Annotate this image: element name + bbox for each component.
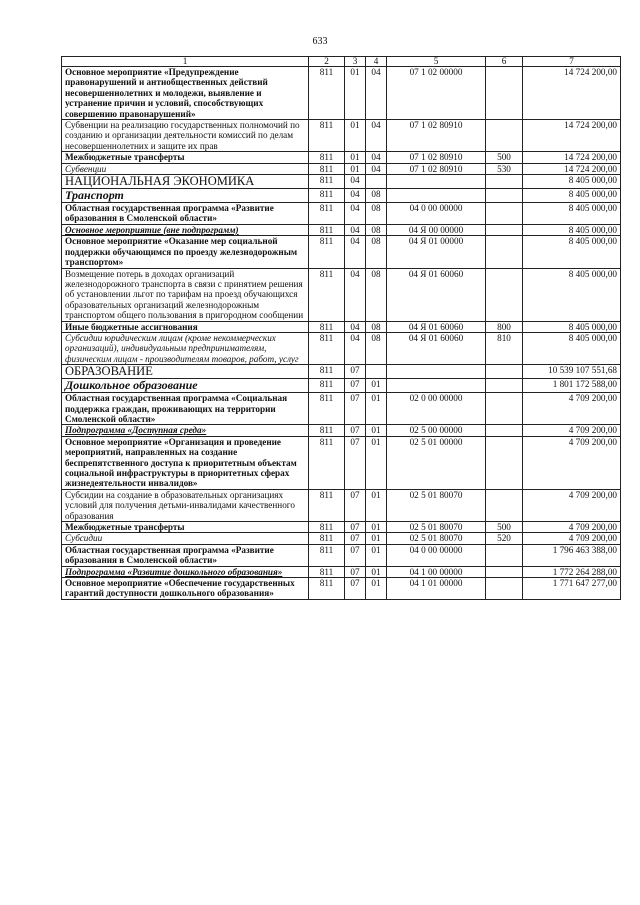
row-name: Субвенции на реализацию государственных полномочий по созданию и организации деятельности комиссий по делам несовершеннолетних и защите их прав: [62, 120, 309, 152]
row-target-article: 04 1 00 00000: [387, 566, 486, 577]
col-header-1: 1: [62, 57, 309, 67]
row-expense-type: [486, 224, 523, 235]
row-name: Основное мероприятие «Обеспечение государственных гарантий доступности дошкольного образования»: [62, 578, 309, 600]
row-amount: 8 405 000,00: [523, 203, 621, 225]
row-ministry-code: 811: [309, 152, 345, 163]
row-amount: 4 709 200,00: [523, 393, 621, 425]
row-name: Основное мероприятие (вне подпрограмм): [62, 224, 309, 235]
row-amount: 1 772 264 288,00: [523, 566, 621, 577]
row-ministry-code: 811: [309, 163, 345, 174]
row-name: Транспорт: [62, 189, 309, 203]
row-ministry-code: 811: [309, 321, 345, 332]
row-target-article: 04 Я 01 00000: [387, 236, 486, 268]
table-row: [62, 393, 621, 425]
row-expense-type: 500: [486, 152, 523, 163]
row-target-article: 04 0 00 00000: [387, 203, 486, 225]
row-section-code: 04: [345, 203, 366, 225]
row-expense-type: [486, 120, 523, 152]
row-subsection-code: 04: [366, 120, 387, 152]
table-row: [62, 489, 621, 521]
row-name: НАЦИОНАЛЬНАЯ ЭКОНОМИКА: [62, 175, 309, 189]
row-name: Областная государственная программа «Развитие образования в Смоленской области»: [62, 203, 309, 225]
row-ministry-code: 811: [309, 203, 345, 225]
row-ministry-code: 811: [309, 67, 345, 120]
row-ministry-code: 811: [309, 236, 345, 268]
row-subsection-code: 01: [366, 379, 387, 393]
row-expense-type: 520: [486, 533, 523, 544]
row-subsection-code: [366, 365, 387, 379]
row-section-code: 07: [345, 578, 366, 600]
row-section-code: 04: [345, 236, 366, 268]
col-header-6: 6: [486, 57, 523, 67]
row-name: Подпрограмма «Доступная среда»: [62, 425, 309, 436]
row-section-code: 04: [345, 189, 366, 203]
row-target-article: 02 0 00 00000: [387, 393, 486, 425]
row-subsection-code: 08: [366, 321, 387, 332]
row-subsection-code: 04: [366, 67, 387, 120]
row-target-article: 04 Я 01 60060: [387, 332, 486, 364]
row-target-article: 02 5 00 00000: [387, 425, 486, 436]
row-section-code: 04: [345, 332, 366, 364]
table-row: [62, 578, 621, 600]
row-subsection-code: 08: [366, 236, 387, 268]
table-row: [62, 203, 621, 225]
row-target-article: [387, 365, 486, 379]
row-amount: 14 724 200,00: [523, 120, 621, 152]
row-section-code: 07: [345, 533, 366, 544]
page-number: 633: [312, 36, 328, 47]
row-name: Возмещение потерь в доходах организаций железнодорожного транспорта в связи с принятием решения об установлении льгот по тарифам на проезд обучающихся образовательных организаций железнодорожным транспортом общего пользования в пригородном сообщении: [62, 268, 309, 321]
row-target-article: 02 5 01 00000: [387, 436, 486, 489]
row-target-article: 07 1 02 80910: [387, 152, 486, 163]
row-target-article: 04 1 01 00000: [387, 578, 486, 600]
row-amount: 8 405 000,00: [523, 189, 621, 203]
row-name: Областная государственная программа «Развитие образования в Смоленской области»: [62, 544, 309, 566]
row-amount: 1 771 647 277,00: [523, 578, 621, 600]
row-name: Субсидии: [62, 533, 309, 544]
table-row: [62, 566, 621, 577]
row-subsection-code: 01: [366, 489, 387, 521]
table-row: [62, 224, 621, 235]
row-target-article: [387, 175, 486, 189]
row-ministry-code: 811: [309, 544, 345, 566]
row-section-code: 01: [345, 152, 366, 163]
row-section-code: 07: [345, 436, 366, 489]
row-target-article: 02 5 01 80070: [387, 489, 486, 521]
row-section-code: 07: [345, 425, 366, 436]
row-amount: 8 405 000,00: [523, 224, 621, 235]
row-expense-type: [486, 67, 523, 120]
row-amount: 4 709 200,00: [523, 522, 621, 533]
row-ministry-code: 811: [309, 425, 345, 436]
row-subsection-code: 01: [366, 578, 387, 600]
col-header-3: 3: [345, 57, 366, 67]
row-target-article: 07 1 02 80910: [387, 120, 486, 152]
row-subsection-code: 01: [366, 544, 387, 566]
table-row: [62, 67, 621, 120]
table-row: [62, 175, 621, 189]
row-subsection-code: 08: [366, 268, 387, 321]
header-row: [62, 57, 621, 67]
row-expense-type: 530: [486, 163, 523, 174]
row-target-article: [387, 189, 486, 203]
row-subsection-code: 01: [366, 566, 387, 577]
row-section-code: 01: [345, 120, 366, 152]
row-expense-type: [486, 268, 523, 321]
row-name: Областная государственная программа «Социальная поддержка граждан, проживающих на территории Смоленской области»: [62, 393, 309, 425]
row-amount: 8 405 000,00: [523, 268, 621, 321]
row-target-article: 07 1 02 00000: [387, 67, 486, 120]
row-ministry-code: 811: [309, 175, 345, 189]
row-amount: 8 405 000,00: [523, 236, 621, 268]
row-expense-type: [486, 436, 523, 489]
row-ministry-code: 811: [309, 489, 345, 521]
row-ministry-code: 811: [309, 566, 345, 577]
row-name: Субвенции: [62, 163, 309, 174]
row-expense-type: [486, 365, 523, 379]
row-amount: 1 796 463 388,00: [523, 544, 621, 566]
row-ministry-code: 811: [309, 189, 345, 203]
table-row: [62, 379, 621, 393]
row-expense-type: [486, 578, 523, 600]
row-amount: 8 405 000,00: [523, 332, 621, 364]
row-target-article: 02 5 01 80070: [387, 522, 486, 533]
row-section-code: 07: [345, 393, 366, 425]
table-row: [62, 544, 621, 566]
row-ministry-code: 811: [309, 436, 345, 489]
row-ministry-code: 811: [309, 393, 345, 425]
col-header-5: 5: [387, 57, 486, 67]
col-header-7: 7: [523, 57, 621, 67]
row-subsection-code: [366, 175, 387, 189]
row-expense-type: [486, 175, 523, 189]
row-subsection-code: 01: [366, 522, 387, 533]
row-ministry-code: 811: [309, 533, 345, 544]
row-name: ОБРАЗОВАНИЕ: [62, 365, 309, 379]
row-target-article: 02 5 01 80070: [387, 533, 486, 544]
row-amount: 14 724 200,00: [523, 67, 621, 120]
table-row: [62, 533, 621, 544]
row-ministry-code: 811: [309, 268, 345, 321]
row-amount: 14 724 200,00: [523, 152, 621, 163]
row-amount: 4 709 200,00: [523, 425, 621, 436]
table-row: [62, 152, 621, 163]
row-section-code: 07: [345, 489, 366, 521]
row-subsection-code: 08: [366, 203, 387, 225]
row-amount: 4 709 200,00: [523, 489, 621, 521]
row-section-code: 04: [345, 175, 366, 189]
row-section-code: 04: [345, 224, 366, 235]
row-name: Основное мероприятие «Оказание мер социальной поддержки обучающимся по проезду железнодорожным транспортом»: [62, 236, 309, 268]
row-name: Межбюджетные трансферты: [62, 152, 309, 163]
row-ministry-code: 811: [309, 332, 345, 364]
row-name: Основное мероприятие «Предупреждение правонарушений и антиобщественных действий несовершеннолетних и молодежи, выявление и устранение причин и условий, способствующих совершению правонарушений»: [62, 67, 309, 120]
row-subsection-code: 01: [366, 436, 387, 489]
row-amount: 10 539 107 551,68: [523, 365, 621, 379]
row-name: Иные бюджетные ассигнования: [62, 321, 309, 332]
row-name: Дошкольное образование: [62, 379, 309, 393]
row-amount: 14 724 200,00: [523, 163, 621, 174]
row-section-code: 01: [345, 163, 366, 174]
row-subsection-code: 01: [366, 393, 387, 425]
row-target-article: 04 Я 00 00000: [387, 224, 486, 235]
row-expense-type: [486, 566, 523, 577]
row-subsection-code: 08: [366, 224, 387, 235]
row-subsection-code: 01: [366, 425, 387, 436]
row-name: Субсидии на создание в образовательных организациях условий для получения детьми-инвалидами качественного образования: [62, 489, 309, 521]
row-expense-type: [486, 489, 523, 521]
table-row: [62, 236, 621, 268]
row-subsection-code: 08: [366, 189, 387, 203]
row-section-code: 07: [345, 566, 366, 577]
row-section-code: 04: [345, 268, 366, 321]
row-expense-type: [486, 544, 523, 566]
table-row: [62, 365, 621, 379]
row-name: Основное мероприятие «Организация и проведение мероприятий, направленных на создание беспрепятственного доступа к приоритетным объектам социальной инфраструктуры в приоритетных сферах жизнедеятельности инвалидов»: [62, 436, 309, 489]
table-row: [62, 522, 621, 533]
row-section-code: 07: [345, 379, 366, 393]
row-expense-type: [486, 425, 523, 436]
row-amount: 8 405 000,00: [523, 175, 621, 189]
table-row: [62, 189, 621, 203]
row-target-article: 07 1 02 80910: [387, 163, 486, 174]
row-expense-type: 810: [486, 332, 523, 364]
col-header-2: 2: [309, 57, 345, 67]
row-expense-type: [486, 203, 523, 225]
table-row: [62, 425, 621, 436]
row-target-article: 04 Я 01 60060: [387, 321, 486, 332]
row-expense-type: 500: [486, 522, 523, 533]
row-section-code: 01: [345, 67, 366, 120]
row-ministry-code: 811: [309, 365, 345, 379]
row-ministry-code: 811: [309, 224, 345, 235]
row-subsection-code: 04: [366, 152, 387, 163]
row-section-code: 04: [345, 321, 366, 332]
row-expense-type: [486, 379, 523, 393]
row-target-article: 04 Я 01 60060: [387, 268, 486, 321]
table-row: [62, 163, 621, 174]
row-target-article: [387, 379, 486, 393]
row-amount: 1 801 172 588,00: [523, 379, 621, 393]
row-amount: 8 405 000,00: [523, 321, 621, 332]
row-amount: 4 709 200,00: [523, 533, 621, 544]
row-subsection-code: 01: [366, 533, 387, 544]
table-row: [62, 332, 621, 364]
table-row: [62, 321, 621, 332]
col-header-4: 4: [366, 57, 387, 67]
row-section-code: 07: [345, 365, 366, 379]
budget-table: [61, 56, 621, 600]
row-name: Подпрограмма «Развитие дошкольного образования»: [62, 566, 309, 577]
row-name: Межбюджетные трансферты: [62, 522, 309, 533]
row-amount: 4 709 200,00: [523, 436, 621, 489]
row-section-code: 07: [345, 522, 366, 533]
row-subsection-code: 08: [366, 332, 387, 364]
row-ministry-code: 811: [309, 379, 345, 393]
table-row: [62, 436, 621, 489]
row-ministry-code: 811: [309, 522, 345, 533]
row-expense-type: [486, 236, 523, 268]
row-expense-type: 800: [486, 321, 523, 332]
row-expense-type: [486, 189, 523, 203]
table-row: [62, 120, 621, 152]
table-row: [62, 268, 621, 321]
row-ministry-code: 811: [309, 578, 345, 600]
row-target-article: 04 0 00 00000: [387, 544, 486, 566]
row-ministry-code: 811: [309, 120, 345, 152]
row-subsection-code: 04: [366, 163, 387, 174]
row-name: Субсидии юридическим лицам (кроме некоммерческих организаций), индивидуальным предпринимателям, физическим лицам - производителям товаров, работ, услуг: [62, 332, 309, 364]
row-section-code: 07: [345, 544, 366, 566]
row-expense-type: [486, 393, 523, 425]
